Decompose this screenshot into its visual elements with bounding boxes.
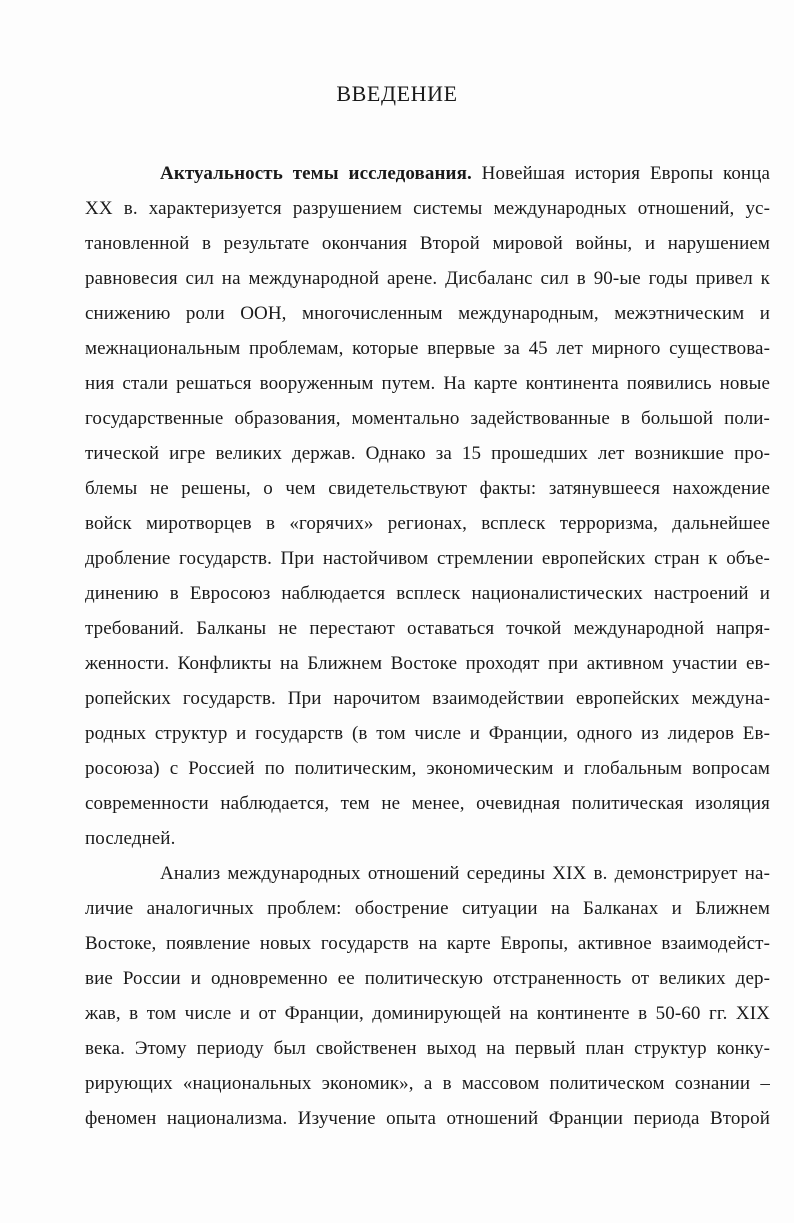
- text-line: межнациональным проблемам, которые впервые за 45 лет мирного существова-: [85, 338, 770, 359]
- text-line: росоюза) с Россией по политическим, экономическим и глобальным вопросам: [85, 758, 770, 779]
- text-line: феномен национализма. Изучение опыта отношений Франции периода Второй: [85, 1108, 770, 1129]
- text-line: требований. Балканы не перестают оставаться точкой международной напря-: [85, 618, 770, 639]
- document-body: [85, 156, 770, 1136]
- text-line: ХХ в. характеризуется разрушением системы международных отношений, ус-: [85, 198, 770, 219]
- text-line: века. Этому периоду был свойственен выход на первый план структур конку-: [85, 1038, 770, 1059]
- text-line: Актуальность темы исследования. Новейшая история Европы конца: [160, 163, 770, 184]
- page-title: ВВЕДЕНИЕ: [336, 81, 458, 106]
- text-line: снижению роли ООН, многочисленным международным, межэтническим и: [85, 303, 770, 324]
- paragraph: [85, 856, 770, 1136]
- text-line: жав, в том числе и от Франции, доминирующей на континенте в 50-60 гг. XIX: [85, 1003, 770, 1024]
- text-line: дробление государств. При настойчивом стремлении европейских стран к объе-: [85, 548, 770, 569]
- text-line: рирующих «национальных экономик», а в массовом политическом сознании –: [85, 1073, 770, 1094]
- text-line: государственные образования, моментально задействованные в большой поли-: [85, 408, 770, 429]
- paragraph: [85, 156, 770, 856]
- text-line: женности. Конфликты на Ближнем Востоке проходят при активном участии ев-: [85, 653, 770, 674]
- text-line: войск миротворцев в «горячих» регионах, всплеск терроризма, дальнейшее: [85, 513, 770, 534]
- text-line: тановленной в результате окончания Второй мировой войны, и нарушением: [85, 233, 770, 254]
- text-line: личие аналогичных проблем: обострение ситуации на Балканах и Ближнем: [85, 898, 770, 919]
- text-line: ния стали решаться вооруженным путем. На карте континента появились новые: [85, 373, 770, 394]
- text-line: последней.: [85, 828, 176, 849]
- text-line: Анализ международных отношений середины XIX в. демонстрирует на-: [160, 863, 770, 884]
- text-line: тической игре великих держав. Однако за 15 прошедших лет возникшие про-: [85, 443, 770, 464]
- paragraph-lead-bold: Актуальность темы исследования.: [160, 163, 472, 184]
- text-line: динению в Евросоюз наблюдается всплеск националистических настроений и: [85, 583, 770, 604]
- text-line: вие России и одновременно ее политическую отстраненность от великих дер-: [85, 968, 770, 989]
- text-line: ропейских государств. При нарочитом взаимодействии европейских междуна-: [85, 688, 770, 709]
- text-line: современности наблюдается, тем не менее, очевидная политическая изоляция: [85, 793, 770, 814]
- text-line: блемы не решены, о чем свидетельствуют факты: затянувшееся нахождение: [85, 478, 770, 499]
- text-line: Востоке, появление новых государств на карте Европы, активное взаимодейст-: [85, 933, 770, 954]
- text-line: родных структур и государств (в том числе и Франции, одного из лидеров Ев-: [85, 723, 770, 744]
- text-line: равновесия сил на международной арене. Дисбаланс сил в 90-ые годы привел к: [85, 268, 770, 289]
